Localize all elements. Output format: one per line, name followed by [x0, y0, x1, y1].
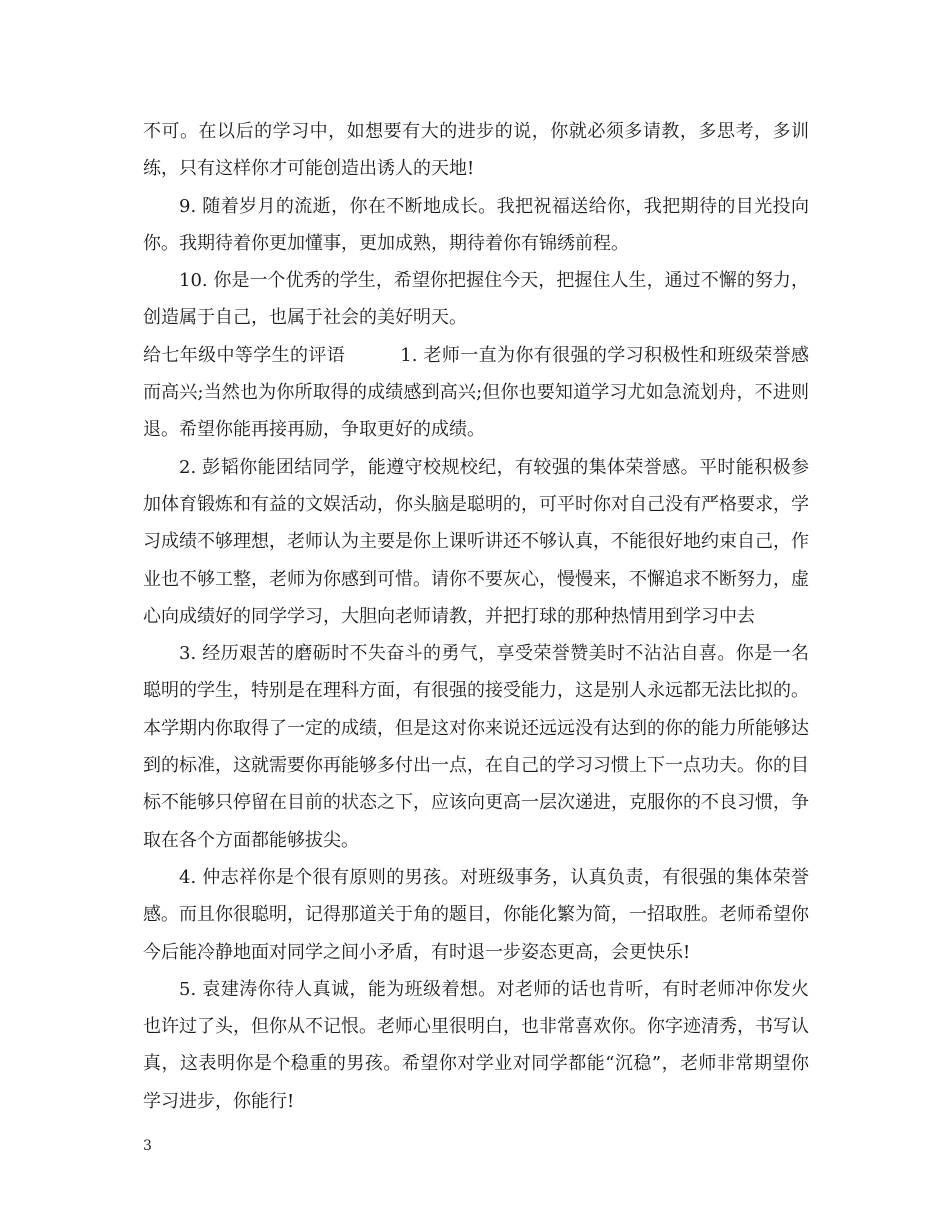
- paragraph-item-9: 9. 随着岁月的流逝，你在不断地成长。我把祝福送给你，我把期待的目光投向你。我期待着你更加懂事，更加成熟，期待着你有锦绣前程。: [143, 195, 809, 254]
- paragraph-continuation: 不可。在以后的学习中，如想要有大的进步的说，你就必须多请教，多思考，多训练，只有这样你才可能创造出诱人的天地!: [143, 121, 809, 180]
- paragraph-item-4: 4. 仲志祥你是个很有原则的男孩。对班级事务，认真负责，有很强的集体荣誉感。而且你很聪明，记得那道关于角的题目，你能化繁为简，一招取胜。老师希望你今后能冷静地面对同学之间小矛盾，有时退一步姿态更高，会更快乐!: [143, 866, 809, 963]
- document-body: [143, 113, 809, 1120]
- paragraph-item-2: 2. 彭韬你能团结同学，能遵守校规校纪，有较强的集体荣誉感。平时能积极参加体育锻炼和有益的文娱活动，你头脑是聪明的，可平时你对自己没有严格要求，学习成绩不够理想，老师认为主要是你上课听讲还不够认真，不能很好地约束自己，作业也不够工整，老师为你感到可惜。请你不要灰心，慢慢来，不懈追求不断努力，虚心向成绩好的同学学习，大胆向老师请教，并把打球的那种热情用到学习中去: [143, 456, 809, 627]
- section-heading-paragraph: 给七年级中等学生的评语 1. 老师一直为你有很强的学习积极性和班级荣誉感而高兴;当然也为你所取得的成绩感到高兴;但你也要知道学习尤如急流划舟，不进则退。希望你能再接再励，争取更好的成绩。: [143, 344, 809, 441]
- paragraph-item-5: 5. 袁建涛你待人真诚，能为班级着想。对老师的话也肯听，有时老师冲你发火也许过了头，但你从不记恨。老师心里很明白，也非常喜欢你。你字迹清秀，书写认真，这表明你是个稳重的男孩。希望你对学业对同学都能“沉稳”，老师非常期望你学习进步，你能行!: [143, 978, 809, 1112]
- page-number: 3: [143, 1138, 152, 1154]
- paragraph-item-10: 10. 你是一个优秀的学生，希望你把握住今天，把握住人生，通过不懈的努力，创造属于自己，也属于社会的美好明天。: [143, 270, 809, 329]
- paragraph-item-3: 3. 经历艰苦的磨砺时不失奋斗的勇气，享受荣誉赞美时不沾沾自喜。你是一名聪明的学生，特别是在理科方面，有很强的接受能力，这是别人永远都无法比拟的。本学期内你取得了一定的成绩，但是这对你来说还远远没有达到的你的能力所能够达到的标准，这就需要你再能够多付出一点，在自己的学习习惯上下一点功夫。你的目标不能够只停留在目前的状态之下，应该向更高一层次递进，克服你的不良习惯，争取在各个方面都能够拔尖。: [143, 643, 809, 851]
